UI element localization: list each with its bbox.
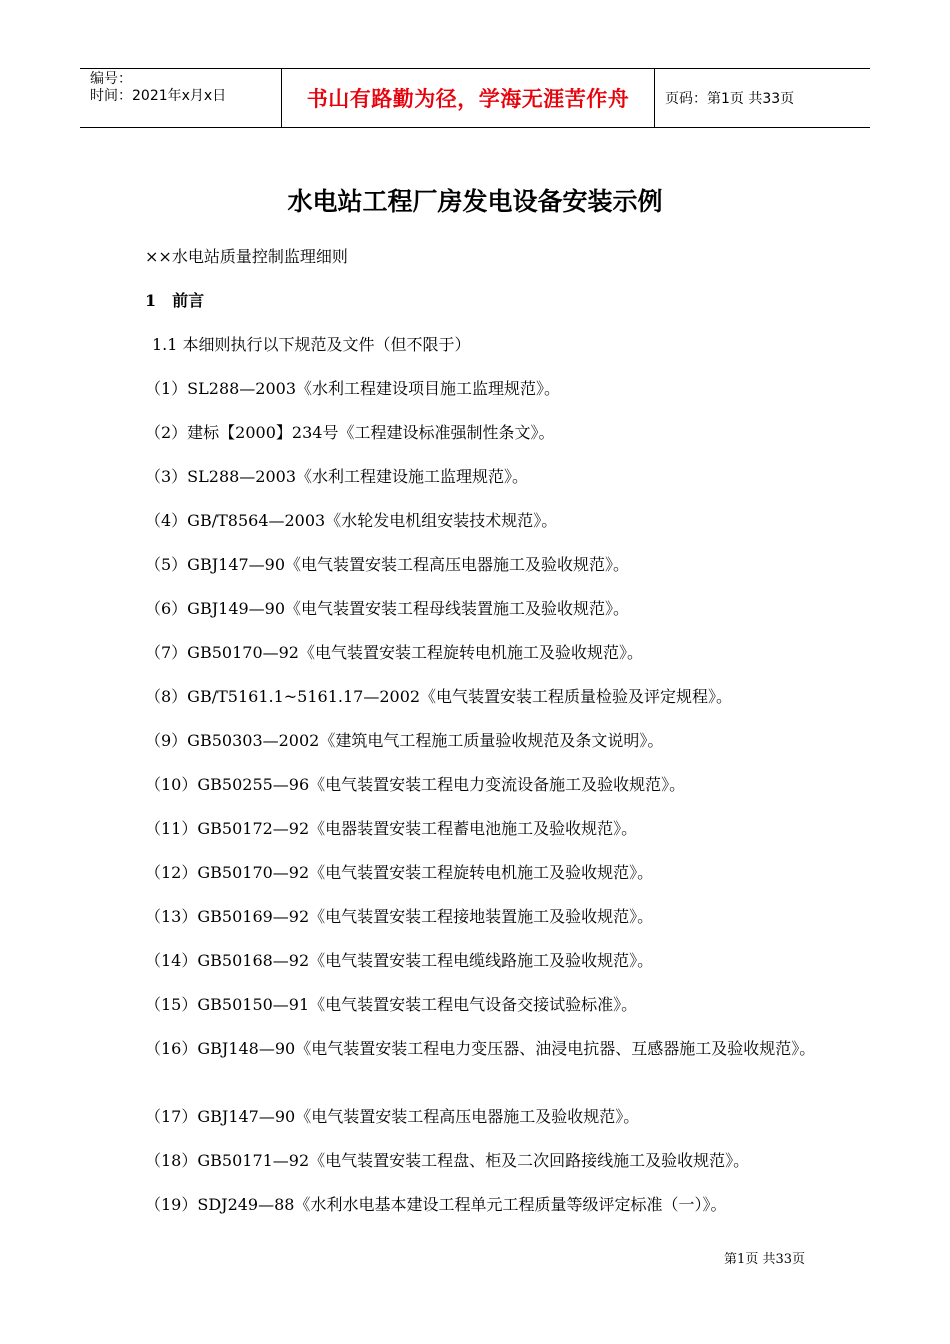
list-item: （17）GBJ147—90《电气装置安装工程高压电器施工及验收规范》。 (145, 1107, 640, 1126)
document-title: 水电站工程厂房发电设备安装示例 (287, 187, 663, 216)
header-meta-cell (80, 69, 282, 127)
document-subtitle: ××水电站质量控制监理细则 (145, 247, 348, 266)
list-item: （19）SDJ249—88《水利水电基本建设工程单元工程质量等级评定标准（一）》。 (145, 1195, 727, 1214)
list-item: （9）GB50303—2002《建筑电气工程施工质量验收规范及条文说明》。 (145, 731, 664, 750)
page-footer: 第1页 共33页 (724, 1252, 805, 1267)
list-item: （16）GBJ148—90《电气装置安装工程电力变压器、油浸电抗器、互感器施工及验收规范》。 (145, 1039, 816, 1058)
list-item: （7）GB50170—92《电气装置安装工程旋转电机施工及验收规范》。 (145, 643, 643, 662)
header-table (80, 68, 870, 128)
list-item: （10）GB50255—96《电气装置安装工程电力变流设备施工及验收规范》。 (145, 775, 686, 794)
list-item: （13）GB50169—92《电气装置安装工程接地装置施工及验收规范》。 (145, 907, 654, 926)
list-item: （14）GB50168—92《电气装置安装工程电缆线路施工及验收规范》。 (145, 951, 654, 970)
list-item: （18）GB50171—92《电气装置安装工程盘、柜及二次回路接线施工及验收规范》。 (145, 1151, 750, 1170)
list-item: （1）SL288—2003《水利工程建设项目施工监理规范》。 (145, 379, 561, 398)
header-page-info: 页码：第1页 共33页 (665, 91, 795, 107)
list-item: （12）GB50170—92《电气装置安装工程旋转电机施工及验收规范》。 (145, 863, 654, 882)
list-item: （6）GBJ149—90《电气装置安装工程母线装置施工及验收规范》。 (145, 599, 630, 618)
list-item: （15）GB50150—91《电气装置安装工程电气设备交接试验标准》。 (145, 995, 638, 1014)
list-item: （3）SL288—2003《水利工程建设施工监理规范》。 (145, 467, 529, 486)
header-motto: 书山有路勤为径，学海无涯苦作舟 (282, 69, 655, 127)
list-item: （11）GB50172—92《电器装置安装工程蓄电池施工及验收规范》。 (145, 819, 638, 838)
list-item: （4）GB/T8564—2003《水轮发电机组安装技术规范》。 (145, 511, 558, 530)
header-time-label: 时间：2021年x月x日 (90, 88, 227, 104)
section-heading-1: 1 前言 (145, 291, 205, 310)
list-item: （2）建标【2000】234号《工程建设标准强制性条文》。 (145, 423, 555, 442)
list-item: （8）GB/T5161.1~5161.17—2002《电气装置安装工程质量检验及评定规程》。 (145, 687, 733, 706)
list-item: （5）GBJ147—90《电气装置安装工程高压电器施工及验收规范》。 (145, 555, 630, 574)
clause-1-1: 1.1 本细则执行以下规范及文件（但不限于） (152, 335, 471, 354)
header-number-label: 编号： (90, 71, 132, 87)
